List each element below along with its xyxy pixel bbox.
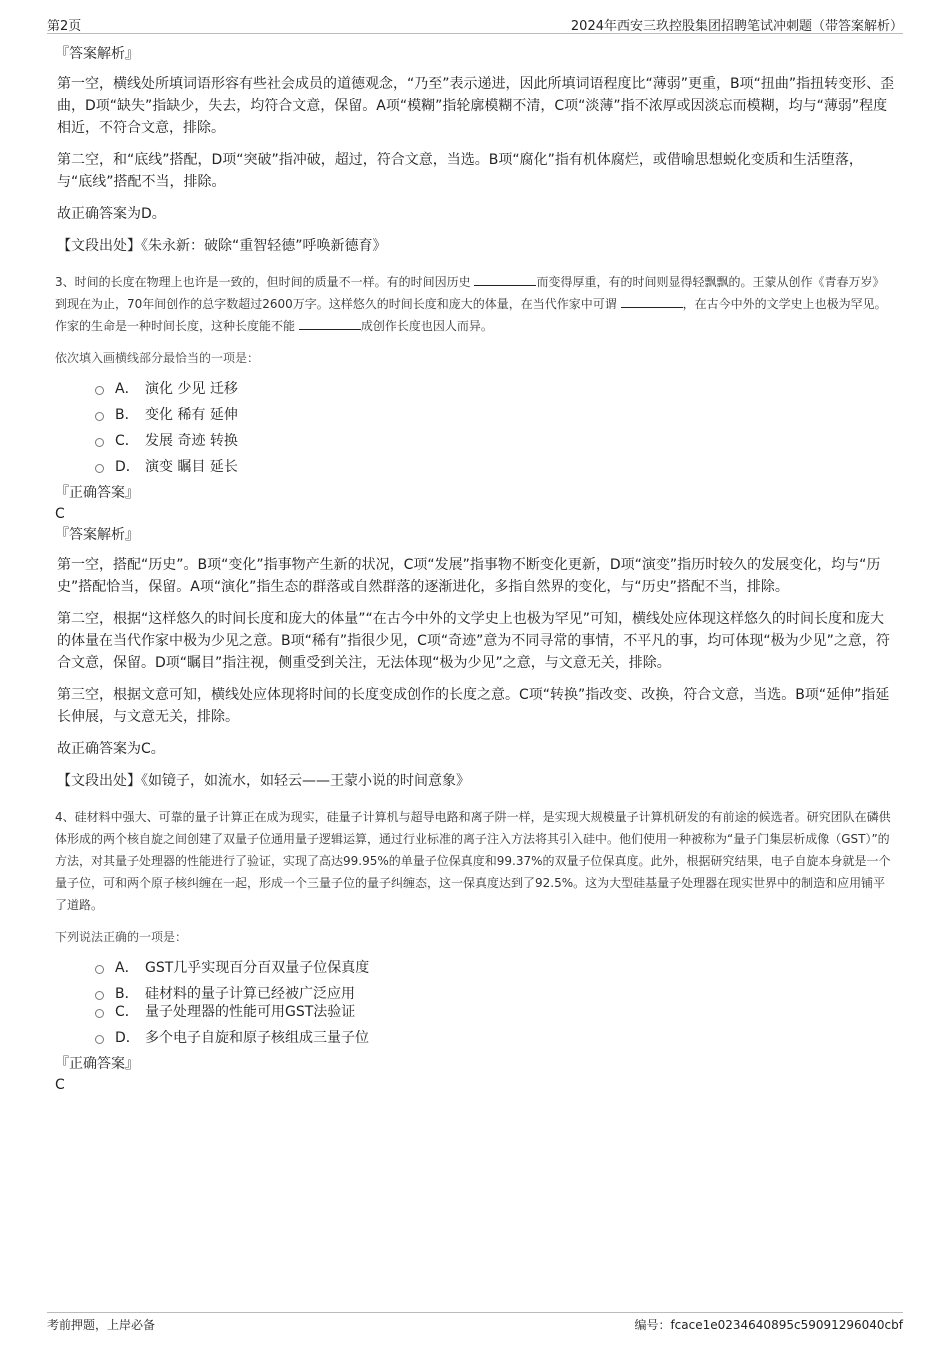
question-3: 3、时间的长度在物理上也许是一致的，但时间的质量不一样。有的时间因历史 而变得厚重，有的时间则显得轻飘飘的。王蒙从创作《青春万岁》到现在为止，70年间创作的总字数超过2600万字。这样悠久的时间长度和庞大的体量，在当代作家中可谓 ，在古今中外的文学史上也极为罕见。作家的生命是一种时间长度，这种长度能不能 成创作长度也因人而异。 (55, 275, 887, 333)
question-prompt: 下列说法正确的一项是： (55, 930, 188, 944)
answer-conclusion: 故正确答案为C。 (57, 741, 165, 757)
analysis-paragraph: 第三空，根据文意可知，横线处应体现将时间的长度变成创作的长度之意。C项“转换”指改变、改换，符合文意，当选。B项“延伸”指延长伸展，与文意无关，排除。 (57, 687, 890, 725)
option-c[interactable]: C． 发展 奇迹 转换 (95, 430, 895, 456)
analysis-paragraph: 第一空，横线处所填词语形容有些社会成员的道德观念，“乃至”表示递进，因此所填词语程度比“薄弱”更重，B项“扭曲”指扭转变形、歪曲，D项“缺失”指缺少，失去，均符合文意，保留。A项“模糊”指轮廓模糊不清，C项“淡薄”指不浓厚或因淡忘而模糊，均与“薄弱”程度相近，不符合文意，排除。 (57, 76, 895, 136)
option-a[interactable]: A． 演化 少见 迁移 (95, 378, 895, 404)
correct-answer-label: 『正确答案』 (55, 1056, 139, 1072)
radio-icon[interactable] (95, 1035, 104, 1044)
page-number: 第2页 (47, 19, 82, 34)
q4-options (95, 957, 895, 1053)
fill-blank (474, 273, 536, 286)
page-header (47, 13, 903, 34)
source-citation: 【文段出处】《如镜子，如流水，如轻云——王蒙小说的时间意象》 (57, 773, 470, 789)
question-prompt: 依次填入画横线部分最恰当的一项是： (55, 351, 260, 365)
radio-icon[interactable] (95, 464, 104, 473)
fill-blank (621, 295, 683, 308)
fill-blank (299, 317, 361, 330)
option-d[interactable]: D． 多个电子自旋和原子核组成三量子位 (95, 1027, 895, 1053)
radio-icon[interactable] (95, 386, 104, 395)
analysis-paragraph: 第二空，根据“这样悠久的时间长度和庞大的体量”“在古今中外的文学史上也极为罕见”可知，横线处应体现这样悠久的时间长度和庞大的体量在当代作家中极为少见之意。B项“稀有”指很少见，C项“奇迹”意为不同寻常的事情，不平凡的事，均可体现“极为少见”之意，符合文意，保留。D项“瞩目”指注视，侧重受到关注，无法体现“极为少见”之意，与文意无关，排除。 (57, 611, 890, 671)
option-c[interactable]: C． 量子处理器的性能可用GST法验证 (95, 1001, 895, 1027)
radio-icon[interactable] (95, 1009, 104, 1018)
radio-icon[interactable] (95, 412, 104, 421)
document-body (55, 43, 895, 1093)
analysis-label: 『答案解析』 (55, 46, 139, 62)
source-citation: 【文段出处】《朱永新：破除“重智轻德”呼唤新德育》 (57, 238, 387, 254)
analysis-paragraph: 第一空，搭配“历史”。B项“变化”指事物产生新的状况，C项“发展”指事物不断变化更新，D项“演变”指历时较久的发展变化，均与“历史”搭配恰当，保留。A项“演化”指生态的群落或自然群落的逐渐进化，多指自然界的变化，与“历史”搭配不当，排除。 (57, 557, 881, 595)
page-footer (47, 1312, 903, 1333)
radio-icon[interactable] (95, 991, 104, 1000)
document-title: 2024年西安三玖控股集团招聘笔试冲刺题（带答案解析） (570, 19, 903, 34)
question-4: 4、硅材料中强大、可靠的量子计算正在成为现实，硅量子计算机与超导电路和离子阱一样，是实现大规模量子计算机研发的有前途的候选者。研究团队在磷供体形成的两个核自旋之间创建了双量子位通用量子逻辑运算，通过行业标准的离子注入方法将其引入硅中。他们使用一种被称为“量子门集层析成像（GST）”的方法，对其量子处理器的性能进行了验证，实现了高达99.95%的单量子位保真度和99.37%的双量子位保真度。此外，根据研究结果，电子自旋本身就是一个量子位，可和两个原子核纠缠在一起，形成一个三量子位的量子纠缠态，这一保真度达到了92.5%。这为大型硅基量子处理器在现实世界中的制造和应用铺平了道路。 (55, 810, 891, 912)
option-d[interactable]: D． 演变 瞩目 延长 (95, 456, 895, 482)
option-a[interactable]: A． GST几乎实现百分百双量子位保真度 (95, 957, 895, 983)
correct-answer: C (55, 506, 65, 522)
document-code: 编号：fcace1e0234640895c59091296040cbf (634, 1318, 903, 1332)
correct-answer-label: 『正确答案』 (55, 485, 139, 501)
analysis-paragraph: 第二空，和“底线”搭配，D项“突破”指冲破，超过，符合文意，当选。B项“腐化”指有机体腐烂，或借喻思想蜕化变质和生活堕落，与“底线”搭配不当，排除。 (57, 152, 863, 190)
option-b[interactable]: B． 硅材料的量子计算已经被广泛应用 (95, 983, 895, 1009)
q3-options (95, 378, 895, 482)
footer-slogan: 考前押题，上岸必备 (47, 1318, 156, 1332)
analysis-label: 『答案解析』 (55, 527, 139, 543)
radio-icon[interactable] (95, 438, 104, 447)
radio-icon[interactable] (95, 965, 104, 974)
option-b[interactable]: B． 变化 稀有 延伸 (95, 404, 895, 430)
answer-conclusion: 故正确答案为D。 (57, 206, 166, 222)
correct-answer: C (55, 1077, 65, 1093)
